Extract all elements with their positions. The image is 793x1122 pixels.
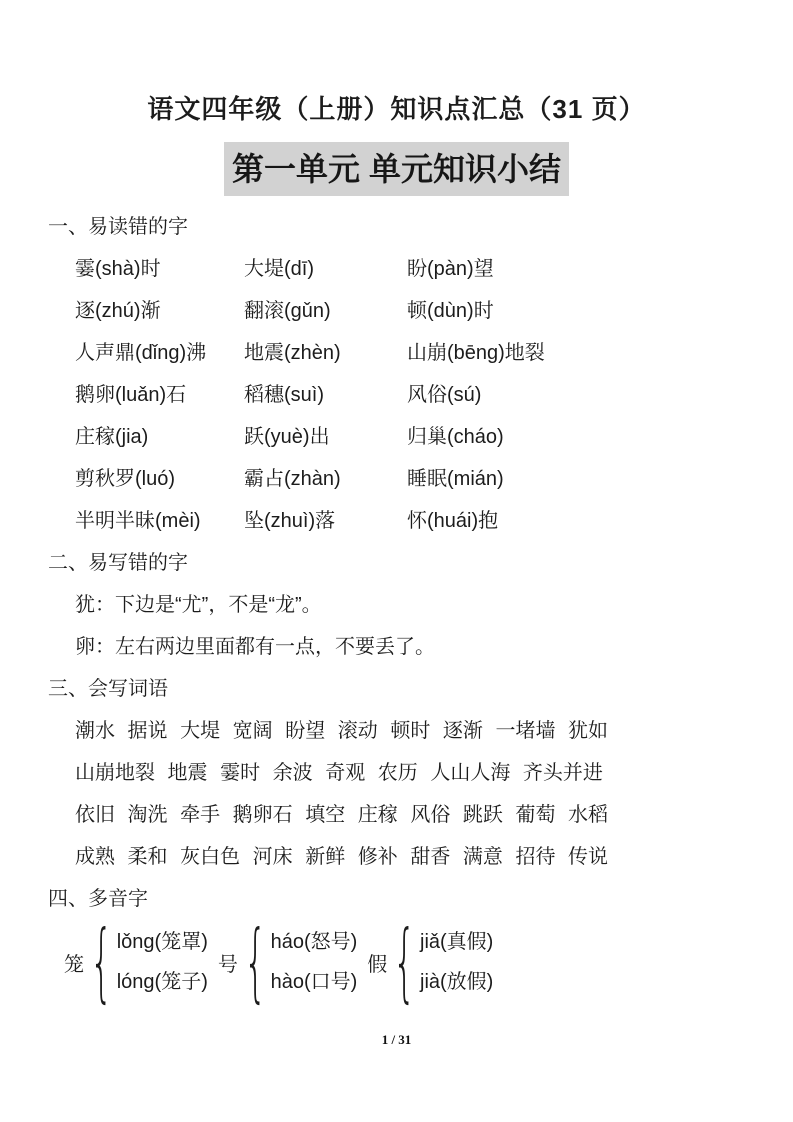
word-cell: 顿(dùn)时: [407, 300, 494, 322]
polyphone-group: [217, 912, 358, 1012]
heading-miswritten: 二、易写错的字: [48, 552, 188, 574]
brace-icon: {: [89, 912, 113, 1012]
miswritten-note: 犹：下边是“尤”，不是“龙”。: [75, 594, 322, 616]
document-body: [0, 206, 793, 1012]
word-cell: 山崩(bēng)地裂: [407, 342, 545, 364]
polyphone-readings: [117, 922, 208, 1002]
word-cell: 地震(zhèn): [244, 342, 341, 364]
word-cell: 风俗(sú): [407, 384, 482, 406]
polyphone-char: 笼: [64, 953, 84, 976]
word-cell: 归巢(cháo): [407, 426, 504, 448]
word-row: [48, 248, 753, 290]
heading-words: 三、会写词语: [48, 678, 168, 700]
brace-icon: {: [393, 912, 417, 1012]
word-row: [48, 332, 753, 374]
polyphone-reading: jià(放假): [420, 971, 494, 993]
polyphone-reading: lǒng(笼罩): [116, 931, 208, 953]
word-cell: 霎(shà)时: [75, 258, 161, 280]
word-row: [48, 500, 753, 542]
page-number: 1 / 31: [381, 1032, 412, 1047]
word-cell: 剪秋罗(luó): [75, 468, 176, 490]
polyphone-reading: hào(口号): [270, 971, 358, 993]
polyphone-readings: [271, 922, 358, 1002]
word-cell: 鹅卵(luǎn)石: [75, 384, 187, 406]
word-row: [48, 416, 753, 458]
heading-misread: 一、易读错的字: [48, 216, 188, 238]
heading-polyphone: 四、多音字: [48, 888, 148, 910]
word-cell: 庄稼(jia): [75, 426, 149, 448]
polyphone-group: [367, 912, 494, 1012]
word-list-line: 依旧 淘洗 牵手 鹅卵石 填空 庄稼 风俗 跳跃 葡萄 水稻: [75, 804, 609, 826]
word-cell: 逐(zhú)渐: [75, 300, 161, 322]
miswritten-note: 卵：左右两边里面都有一点，不要丢了。: [75, 636, 435, 658]
word-cell: 半明半昧(mèi): [75, 510, 201, 532]
word-row: [48, 458, 753, 500]
page-title: 语文四年级（上册）知识点汇总（31 页）: [147, 94, 646, 124]
polyphone-readings: [420, 922, 493, 1002]
polyphone-char: 假: [367, 953, 388, 976]
brace-icon: {: [243, 912, 267, 1012]
word-list-line: 成熟 柔和 灰白色 河床 新鲜 修补 甜香 满意 招待 传说: [75, 846, 609, 868]
polyphone-reading: jiǎ(真假): [420, 931, 494, 953]
word-cell: 坠(zhuì)落: [244, 510, 336, 532]
polyphone-char: 号: [217, 953, 238, 976]
word-list-line: 山崩地裂 地震 霎时 余波 奇观 农历 人山人海 齐头并进: [75, 762, 603, 784]
subtitle-row: [0, 142, 793, 198]
word-cell: 怀(huái)抱: [407, 510, 499, 532]
section-subtitle: 第一单元 单元知识小结: [224, 142, 569, 196]
word-cell: 睡眠(mián): [407, 468, 504, 490]
word-cell: 人声鼎(dǐng)沸: [75, 342, 207, 364]
word-cell: 稻穗(suì): [244, 384, 324, 406]
word-cell: 霸占(zhàn): [244, 468, 341, 490]
word-cell: 盼(pàn)望: [407, 258, 494, 280]
word-row: [48, 374, 753, 416]
polyphone-row: [48, 912, 753, 1012]
word-list-line: 潮水 据说 大堤 宽阔 盼望 滚动 顿时 逐渐 一堵墙 犹如: [75, 720, 609, 742]
word-cell: 翻滚(gǔn): [244, 300, 331, 322]
word-cell: 大堤(dī): [244, 258, 314, 280]
word-row: [48, 290, 753, 332]
polyphone-reading: háo(怒号): [270, 931, 358, 953]
word-cell: 跃(yuè)出: [244, 426, 330, 448]
polyphone-group: [64, 912, 208, 1012]
polyphone-reading: lóng(笼子): [116, 971, 208, 993]
